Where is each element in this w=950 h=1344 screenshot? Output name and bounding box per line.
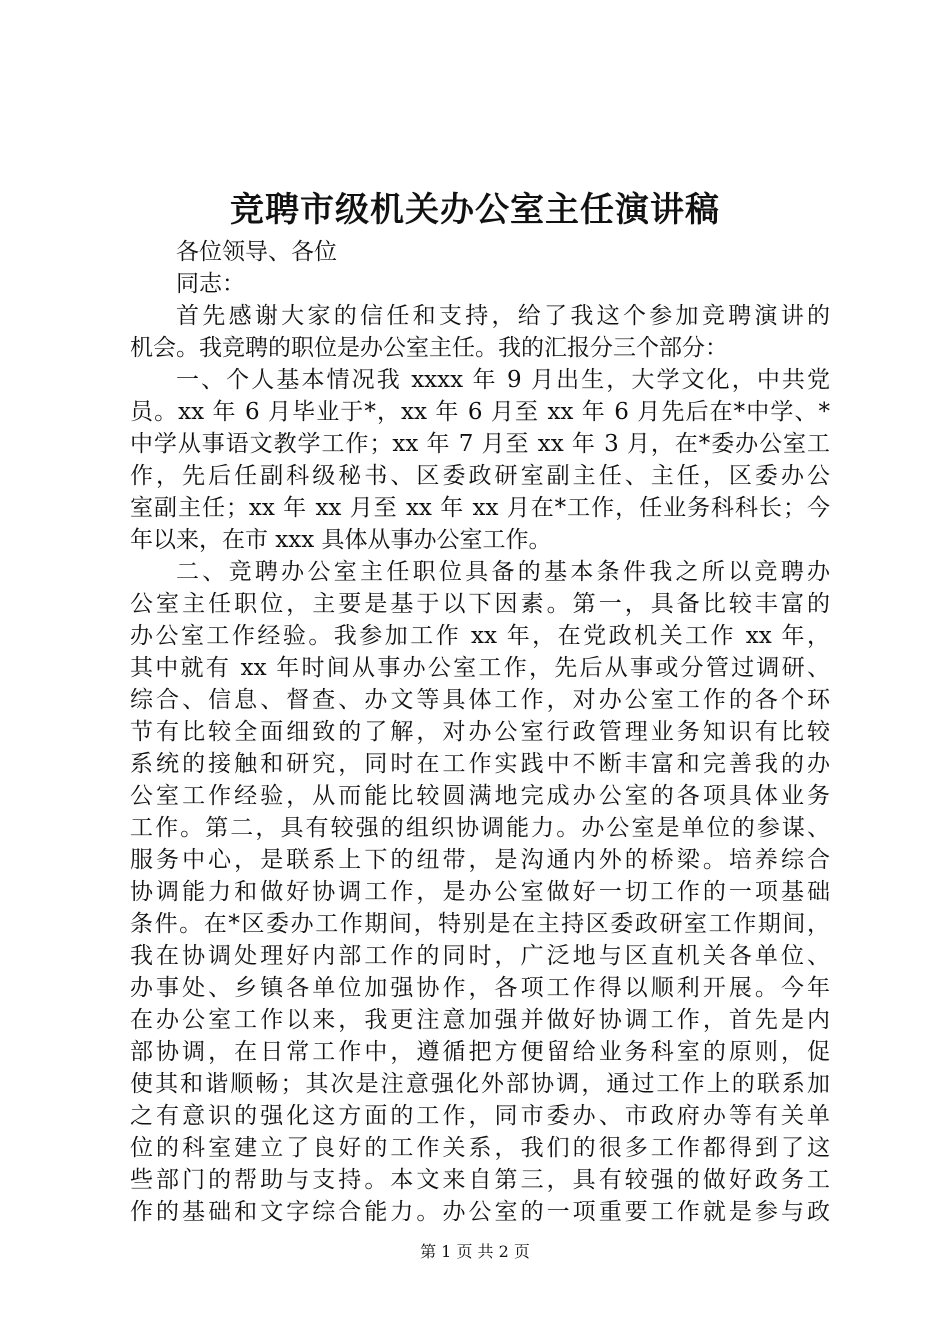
body-line: 作的基础和文字综合能力。办公室的一项重要工作就是参与政	[130, 1199, 830, 1225]
body-line: 条件。在*区委办工作期间，特别是在主持区委政研室工作期间，	[130, 911, 830, 937]
body-line: 中学从事语文教学工作；xx 年 7 月至 xx 年 3 月，在*委办公室工	[130, 431, 830, 457]
body-line: 公室主任职位，主要是基于以下因素。第一，具备比较丰富的	[130, 591, 830, 617]
body-line: 办公室工作经验。我参加工作 xx 年，在党政机关工作 xx 年，	[130, 623, 830, 649]
body-line: 节有比较全面细致的了解，对办公室行政管理业务知识有比较	[130, 719, 830, 745]
body-line: 部协调，在日常工作中，遵循把方便留给业务科室的原则，促	[130, 1039, 830, 1065]
body-line: 系统的接触和研究，同时在工作实践中不断丰富和完善我的办	[130, 751, 830, 777]
body-line: 服务中心，是联系上下的纽带，是沟通内外的桥梁。培养综合	[130, 847, 830, 873]
body-line: 室副主任；xx 年 xx 月至 xx 年 xx 月在*工作，任业务科科长；今	[130, 495, 830, 521]
document-body	[130, 236, 830, 1228]
body-line: 之有意识的强化这方面的工作，同市委办、市政府办等有关单	[130, 1103, 830, 1129]
body-line: 二、竞聘办公室主任职位具备的基本条件我之所以竞聘办	[176, 559, 830, 585]
body-line: 使其和谐顺畅；其次是注意强化外部协调，通过工作上的联系加	[130, 1071, 830, 1097]
page-footer: 第 1 页 共 2 页	[420, 1242, 530, 1261]
body-line: 协调能力和做好协调工作，是办公室做好一切工作的一项基础	[130, 879, 830, 905]
body-line: 在办公室工作以来，我更注意加强并做好协调工作，首先是内	[130, 1007, 830, 1033]
body-line: 首先感谢大家的信任和支持，给了我这个参加竞聘演讲的	[176, 303, 830, 329]
body-line: 各位领导、各位	[176, 239, 337, 265]
body-line: 一、个人基本情况我 xxxx 年 9 月出生，大学文化，中共党	[176, 367, 830, 393]
document-title: 竞聘市级机关办公室主任演讲稿	[230, 190, 720, 230]
body-line: 公室工作经验，从而能比较圆满地完成办公室的各项具体业务	[130, 783, 830, 809]
body-line: 其中就有 xx 年时间从事办公室工作，先后从事或分管过调研、	[130, 655, 830, 681]
body-line: 我在协调处理好内部工作的同时，广泛地与区直机关各单位、	[130, 943, 830, 969]
body-line: 综合、信息、督查、办文等具体工作，对办公室工作的各个环	[130, 687, 830, 713]
body-line: 工作。第二，具有较强的组织协调能力。办公室是单位的参谋、	[130, 815, 830, 841]
body-line: 同志：	[176, 271, 245, 297]
body-line: 作，先后任副科级秘书、区委政研室副主任、主任，区委办公	[130, 463, 830, 489]
body-line: 机会。我竞聘的职位是办公室主任。我的汇报分三个部分：	[130, 335, 728, 361]
body-line: 些部门的帮助与支持。本文来自第三，具有较强的做好政务工	[130, 1167, 830, 1193]
body-line: 位的科室建立了良好的工作关系，我们的很多工作都得到了这	[130, 1135, 830, 1161]
body-line: 年以来，在市 xxx 具体从事办公室工作。	[130, 527, 552, 553]
body-line: 办事处、乡镇各单位加强协作，各项工作得以顺利开展。今年	[130, 975, 830, 1001]
body-line: 员。xx 年 6 月毕业于*，xx 年 6 月至 xx 年 6 月先后在*中学、*	[130, 399, 830, 425]
